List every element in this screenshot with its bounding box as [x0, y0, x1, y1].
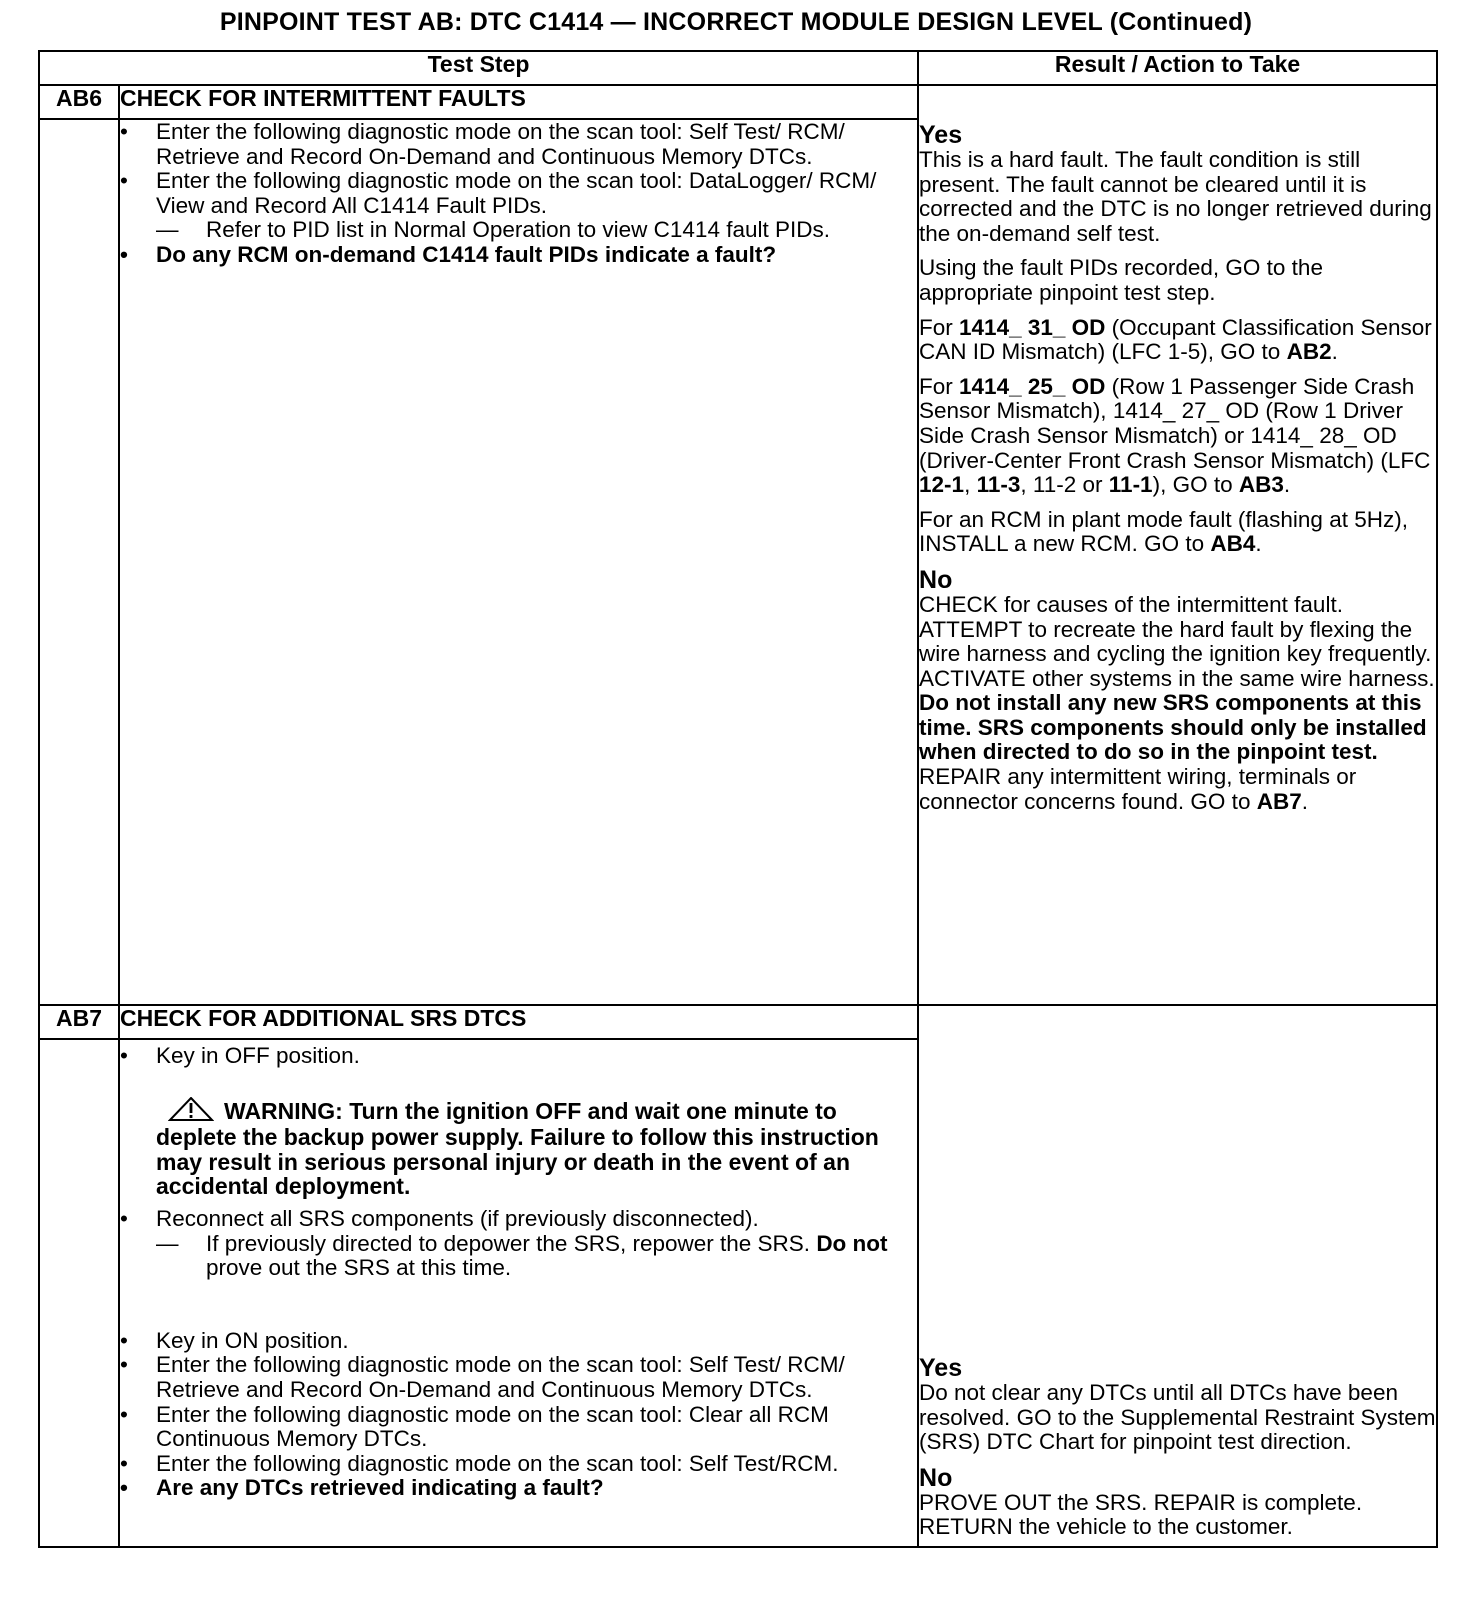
step-code: AB6: [39, 85, 119, 119]
sub-item: [156, 1232, 917, 1281]
step-ab7-title-row: [39, 1005, 1437, 1039]
warning-triangle-icon: [168, 1097, 214, 1126]
result-text: Using the fault PIDs recorded, GO to the appropriate pinpoint test step.: [919, 255, 1323, 305]
text-run: For: [919, 373, 960, 399]
lfc-code: 11-2: [1032, 472, 1077, 498]
text-run: (Occupant Classification Sensor CAN ID Mismatch) (LFC 1-5), GO to: [919, 314, 1432, 365]
code-spacer: [39, 1039, 119, 1547]
table-header-row: [39, 51, 1437, 85]
result-text: For 1414_ 25_ OD (Row 1 Passenger Side Crash Sensor Mismatch), 1414_ 27_ OD (Row 1 Driver Side Crash Sensor Mismatch) or 1414_ 28_ OD (Driver-Center Front Crash Sensor Mismatch) (LFC 12-1, 11-3, 11-2 or 11-1), GO to AB3.: [919, 373, 1431, 498]
dtc-code: 1414_ 31_ OD: [959, 314, 1106, 340]
code-spacer: [39, 119, 119, 1005]
text-run: (Row 1 Passenger Side Crash Sensor Mismatch), 1414_ 27_ OD (Row 1 Driver Side Crash Sensor Mismatch) or 1414_ 28_ OD (Driver-Center Front Crash Sensor Mismatch) (LFC: [919, 373, 1431, 473]
list-item-text: Reconnect all SRS components (if previously disconnected).: [156, 1205, 759, 1231]
list-item-question: • Do any RCM on-demand C1414 fault PIDs indicate a fault?: [120, 243, 917, 268]
text-run: prove out the SRS at this time.: [206, 1255, 512, 1281]
dtc-code: 1414_ 25_ OD: [959, 373, 1106, 399]
step-reference: AB4: [1210, 531, 1256, 557]
result-header: Result / Action to Take: [918, 51, 1437, 85]
emphasis-text: Do not: [816, 1230, 888, 1256]
step-ab7-result: [918, 1005, 1437, 1547]
step-ab6-result: [918, 85, 1437, 1005]
warning-text: WARNING: Turn the ignition OFF and wait one minute to deplete the backup power supply. Failure to follow this instruction may result in serious personal injury or death in the event of an accidental deployment.: [156, 1097, 879, 1200]
list-item-text: Enter the following diagnostic mode on the scan tool: DataLogger/ RCM/ View and Record All C1414 Fault PIDs.: [156, 168, 877, 218]
text-run: If previously directed to depower the SRS, repower the SRS.: [206, 1230, 817, 1256]
lfc-code: 11-1: [1108, 472, 1153, 498]
list-item: [120, 1207, 917, 1281]
sub-item: — Refer to PID list in Normal Operation to view C1414 fault PIDs.: [156, 218, 917, 243]
step-title: CHECK FOR ADDITIONAL SRS DTCS: [119, 1005, 918, 1039]
result-text: PROVE OUT the SRS. REPAIR is complete. RETURN the vehicle to the customer.: [919, 1489, 1363, 1540]
test-step-header: Test Step: [39, 51, 918, 85]
yes-label: Yes: [919, 1354, 963, 1383]
step-reference: AB2: [1286, 339, 1332, 365]
text-run: REPAIR any intermittent wiring, terminals or connector concerns found. GO to: [919, 764, 1357, 814]
text-run: CHECK for causes of the intermittent fault. ATTEMPT to recreate the hard fault by flexing the wire harness and cycling the ignition key frequently. ACTIVATE other systems in the same wire harness.: [919, 591, 1435, 691]
yes-label: Yes: [919, 121, 963, 149]
pinpoint-test-table: [38, 50, 1438, 1548]
text-run: or: [1076, 472, 1109, 498]
list-item: • Enter the following diagnostic mode on the scan tool: Self Test/ RCM/ Retrieve and Record On-Demand and Continuous Memory DTCs.: [120, 120, 917, 169]
list-item: • Enter the following diagnostic mode on the scan tool: Self Test/RCM.: [120, 1452, 917, 1477]
no-label: No: [919, 1463, 953, 1492]
step-ab7-instructions: [119, 1039, 918, 1547]
list-item-question: • Are any DTCs retrieved indicating a fault?: [120, 1476, 917, 1501]
text-run: ,: [1020, 472, 1033, 498]
result-text: For 1414_ 31_ OD (Occupant Classification Sensor CAN ID Mismatch) (LFC 1-5), GO to AB2.: [919, 314, 1432, 365]
result-text: For an RCM in plant mode fault (flashing at 5Hz), INSTALL a new RCM. GO to AB4.: [919, 506, 1408, 557]
step-reference: AB7: [1256, 788, 1302, 814]
text-run: ,: [964, 472, 977, 498]
result-text: This is a hard fault. The fault condition is still present. The fault cannot be cleared until it is corrected and the DTC is no longer retrieved during the on-demand self test.: [919, 147, 1432, 246]
list-item: [120, 169, 917, 243]
step-code: AB7: [39, 1005, 119, 1039]
step-ab6-instructions: [119, 119, 918, 1005]
step-reference: AB3: [1238, 472, 1284, 498]
caution-text: Do not install any new SRS components at this time. SRS components should only be installed when directed to do so in the pinpoint test.: [919, 690, 1427, 765]
page-title: PINPOINT TEST AB: DTC C1414 — INCORRECT MODULE DESIGN LEVEL (Continued): [219, 8, 1253, 36]
text-run: For: [919, 314, 960, 340]
result-text: CHECK for causes of the intermittent fault. ATTEMPT to recreate the hard fault by flexing the wire harness and cycling the ignition key frequently. ACTIVATE other systems in the same wire harness. Do not install any new SRS components at this time. SRS components should only be installed when directed to do so in the pinpoint test. REPAIR any intermittent wiring, terminals or connector concerns found. GO to AB7.: [919, 591, 1435, 814]
step-ab6-title-row: [39, 85, 1437, 119]
text-run: For an RCM in plant mode fault (flashing at 5Hz), INSTALL a new RCM. GO to: [919, 506, 1408, 557]
lfc-code: 11-3: [976, 472, 1021, 498]
step-title: CHECK FOR INTERMITTENT FAULTS: [119, 85, 918, 119]
list-item: • Enter the following diagnostic mode on the scan tool: Self Test/ RCM/ Retrieve and Record On-Demand and Continuous Memory DTCs.: [120, 1353, 917, 1402]
list-item: • Enter the following diagnostic mode on the scan tool: Clear all RCM Continuous Memory DTCs.: [120, 1403, 917, 1452]
text-run: ), GO to: [1152, 472, 1239, 498]
list-item: • Key in ON position.: [120, 1329, 917, 1354]
warning-block: [120, 1097, 917, 1199]
lfc-code: 12-1: [919, 472, 965, 498]
list-item: • Key in OFF position.: [120, 1044, 917, 1069]
no-label: No: [919, 565, 953, 594]
result-text: Do not clear any DTCs until all DTCs have been resolved. GO to the Supplemental Restraint System (SRS) DTC Chart for pinpoint test direction.: [919, 1380, 1436, 1455]
